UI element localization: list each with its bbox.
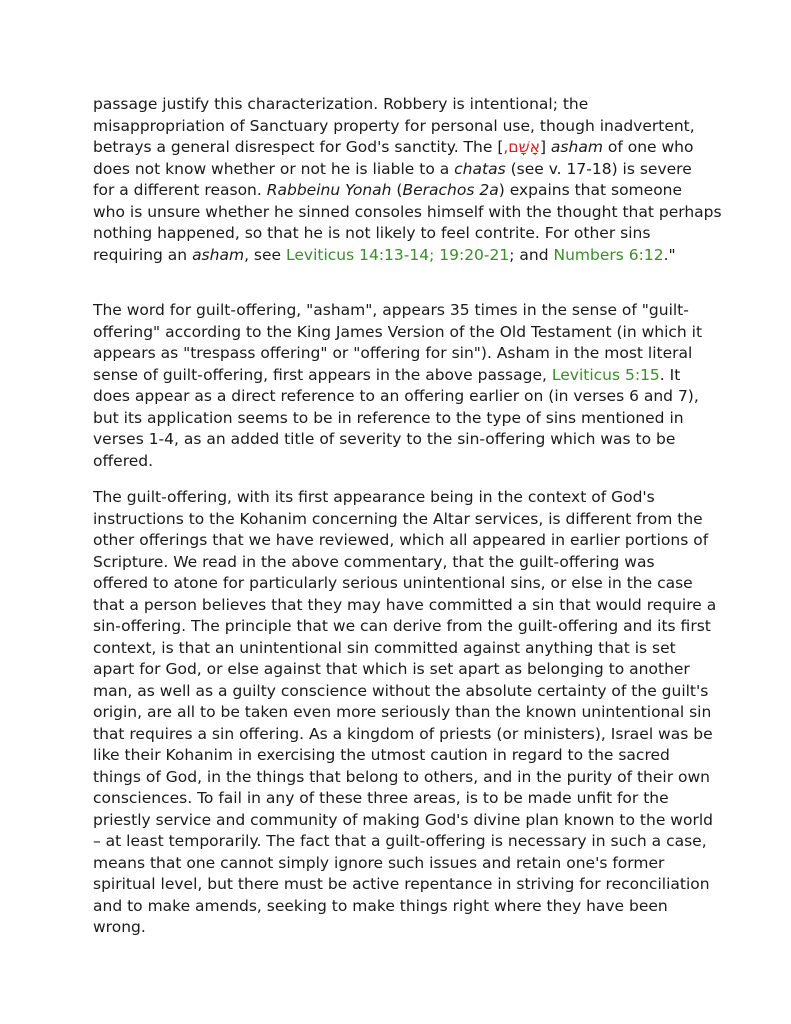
text-line	[93, 408, 721, 430]
paragraph-asham-usage	[93, 300, 721, 472]
text-line	[93, 573, 721, 595]
text-line	[93, 94, 721, 116]
text-line	[93, 386, 721, 408]
text-line	[93, 451, 721, 473]
text-run: instructions to the Kohanim concerning the Altar services, is different from the	[93, 509, 703, 528]
text-run: sin-offering. The principle that we can derive from the guilt-offering and its first	[93, 617, 711, 635]
text-line	[93, 429, 721, 451]
hebrew-word: אָשָׁם,	[503, 138, 540, 156]
scripture-reference-link[interactable]: Numbers 6:12	[553, 245, 664, 264]
text-run: who is unsure whether he sinned consoles himself with the thought that perhaps	[93, 202, 722, 221]
text-run: for a different reason.	[93, 181, 267, 199]
text-run: wrong.	[93, 918, 146, 936]
text-line	[93, 831, 721, 853]
text-run: passage justify this characterization. Robbery is intentional; the	[93, 95, 589, 113]
text-run: The guilt-offering, with its first appearance being in the context of God's	[93, 488, 655, 506]
text-run: offering" according to the King James Version of the Old Testament (in which it	[93, 322, 703, 341]
text-line	[93, 745, 721, 767]
text-run: requiring an	[93, 245, 193, 264]
text-line	[93, 616, 721, 638]
text-line	[93, 595, 721, 617]
text-line	[93, 681, 721, 703]
italic-term: asham	[192, 245, 245, 264]
text-run: offered to atone for particularly serious unintentional sins, or else in the case	[93, 574, 693, 592]
text-line	[93, 874, 721, 896]
text-line	[93, 509, 721, 531]
text-run: . It	[659, 365, 681, 384]
text-run: Scripture. We read in the above commentary, that the guilt-offering was	[93, 552, 655, 571]
text-run: verses 1-4, as an added title of severity to the sin-offering which was to be	[93, 430, 676, 448]
text-run: spiritual level, but there must be active repentance in striving for reconciliation	[93, 875, 710, 893]
text-run: apart for God, or else against that which is set apart as belonging to another	[93, 660, 690, 678]
text-line	[93, 159, 721, 181]
text-run: but its application seems to be in reference to the type of sins mentioned in	[93, 408, 684, 427]
text-line	[93, 365, 721, 387]
text-run: priestly service and community of making God's divine plan known to the world	[93, 810, 713, 829]
text-run: of one who	[602, 138, 694, 156]
text-run: like their Kohanim in exercising the utmost caution in regard to the sacred	[93, 746, 670, 764]
text-line	[93, 552, 721, 574]
text-line	[93, 810, 721, 832]
text-line	[93, 638, 721, 660]
text-line	[93, 180, 721, 202]
text-line	[93, 917, 721, 939]
text-run: and to make amends, seeking to make things right where they have been	[93, 896, 668, 915]
text-line	[93, 853, 721, 875]
text-run: does appear as a direct reference to an offering earlier on (in verses 6 and 7),	[93, 387, 699, 405]
text-run: offered.	[93, 451, 154, 470]
text-line	[93, 223, 721, 245]
text-run: sense of guilt-offering, first appears in the above passage,	[93, 365, 552, 384]
text-run: appears as "trespass offering" or "offering for sin"). Asham in the most literal	[93, 344, 693, 362]
text-line	[93, 530, 721, 552]
text-run: things of God, in the things that belong to others, and in the purity of their own	[93, 767, 711, 786]
text-run: (see v. 17-18) is severe	[505, 159, 692, 178]
text-run: , see	[244, 245, 286, 264]
text-run: – at least temporarily. The fact that a guilt-offering is necessary in such a case,	[93, 832, 707, 850]
text-run: ; and	[509, 245, 554, 264]
text-line	[93, 487, 721, 509]
text-line	[93, 202, 721, 224]
text-run: that a person believes that they may have committed a sin that would require a	[93, 595, 717, 614]
text-run: ."	[663, 245, 676, 264]
text-run: that requires a sin offering. As a kingdom of priests (or ministers), Israel was be	[93, 724, 713, 743]
text-run: consciences. To fail in any of these three areas, is to be made unfit for the	[93, 789, 669, 807]
text-run: nothing happened, so that he is not likely to feel contrite. For other sins	[93, 224, 651, 242]
text-line	[93, 322, 721, 344]
text-run: betrays a general disrespect for God's sanctity. The [	[93, 138, 504, 156]
italic-term: Berachos 2a	[402, 181, 499, 199]
text-line	[93, 724, 721, 746]
text-line	[93, 702, 721, 724]
paragraph-guilt-offering-principle	[93, 487, 721, 939]
text-line	[93, 137, 721, 159]
text-run: does not know whether or not he is liable to a	[93, 159, 455, 178]
scripture-reference-link[interactable]: Leviticus 5:15	[551, 365, 660, 384]
text-run: The word for guilt-offering, "asham", appears 35 times in the sense of "guilt-	[93, 301, 689, 319]
scripture-reference-link[interactable]: Leviticus 14:13-14; 19:20-21	[286, 245, 510, 264]
text-run: man, as well as a guilty conscience without the absolute certainty of the guilt's	[93, 681, 709, 700]
text-line	[93, 245, 721, 267]
paragraph-commentary-quote	[93, 94, 721, 266]
text-line	[93, 788, 721, 810]
text-run: ]	[539, 138, 551, 156]
text-line	[93, 767, 721, 789]
text-run: context, is that an unintentional sin committed against anything that is set	[93, 638, 676, 657]
text-run: ) expains that someone	[498, 181, 683, 199]
text-run: origin, are all to be taken even more seriously than the known unintentional sin	[93, 703, 712, 721]
text-line	[93, 659, 721, 681]
text-line	[93, 116, 721, 138]
italic-term: chatas	[454, 159, 506, 178]
text-line	[93, 300, 721, 322]
text-line	[93, 896, 721, 918]
text-run: other offerings that we have reviewed, which all appeared in earlier portions of	[93, 531, 709, 549]
italic-term: asham	[550, 138, 603, 156]
text-run: means that one cannot simply ignore such issues and retain one's former	[93, 853, 665, 872]
text-run: misappropriation of Sanctuary property for personal use, though inadvertent,	[93, 116, 695, 135]
text-line	[93, 343, 721, 365]
italic-term: Rabbeinu Yonah	[266, 181, 392, 199]
text-run: (	[391, 181, 403, 199]
